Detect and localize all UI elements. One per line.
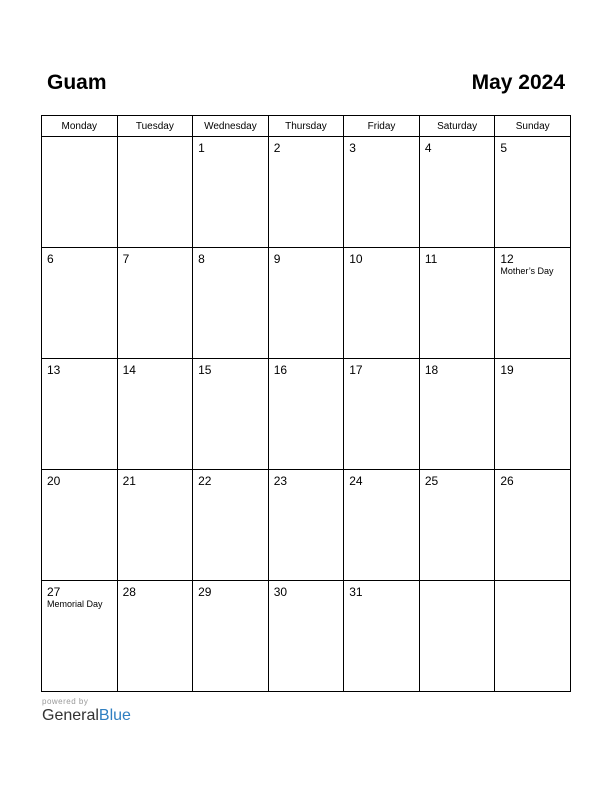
day-number: 9 (273, 252, 281, 266)
day-number: 20 (47, 474, 61, 488)
weekday-sunday: Sunday (495, 116, 571, 137)
day-number: 31 (349, 585, 363, 599)
day-number: 14 (122, 363, 136, 377)
day-number: 16 (273, 363, 288, 377)
day-number: 4 (424, 141, 432, 155)
day-cell (419, 137, 495, 248)
day-cell (495, 470, 571, 581)
day-number: 13 (47, 363, 61, 377)
footer-branding (42, 697, 131, 725)
day-cell (419, 470, 495, 581)
day-cell (419, 248, 495, 359)
day-number: 24 (349, 474, 363, 488)
day-cell (495, 137, 571, 248)
weekday-saturday: Saturday (419, 116, 495, 137)
weekday-monday: Monday (42, 116, 118, 137)
day-cell (344, 137, 420, 248)
day-number: 27 (47, 585, 61, 599)
weekday-header-row (42, 116, 571, 137)
day-cell (344, 470, 420, 581)
holiday-label: Mother’s Day (500, 266, 554, 276)
day-number: 19 (500, 363, 514, 377)
day-number: 23 (273, 474, 288, 488)
day-cell (193, 137, 269, 248)
calendar-header (0, 0, 612, 110)
day-cell (42, 248, 118, 359)
day-number: 25 (424, 474, 439, 488)
day-number: 7 (122, 252, 130, 266)
day-number: 29 (198, 585, 212, 599)
day-cell (495, 581, 571, 692)
day-number: 11 (424, 252, 438, 266)
day-cell (268, 248, 344, 359)
day-cell (117, 137, 193, 248)
day-number: 22 (198, 474, 212, 488)
week-row (42, 359, 571, 470)
day-cell (193, 581, 269, 692)
day-number: 28 (122, 585, 136, 599)
day-cell (117, 359, 193, 470)
holiday-label: Memorial Day (47, 599, 103, 609)
day-cell (117, 248, 193, 359)
brand-blue-text: Blue (98, 707, 131, 724)
weekday-wednesday: Wednesday (193, 116, 269, 137)
day-cell (419, 359, 495, 470)
week-row (42, 248, 571, 359)
day-number: 18 (424, 363, 439, 377)
day-cell (268, 359, 344, 470)
day-number: 10 (349, 252, 363, 266)
day-cell (42, 359, 118, 470)
week-row (42, 137, 571, 248)
day-number: 5 (500, 141, 508, 155)
day-number: 12 (500, 252, 514, 266)
day-cell (419, 581, 495, 692)
country-title: Guam (47, 71, 107, 94)
day-cell (268, 137, 344, 248)
day-number: 17 (349, 363, 363, 377)
weekday-thursday: Thursday (268, 116, 344, 137)
day-cell (193, 470, 269, 581)
day-cell (344, 248, 420, 359)
day-number: 30 (273, 585, 288, 599)
week-row (42, 581, 571, 692)
day-number: 21 (122, 474, 136, 488)
week-row (42, 470, 571, 581)
day-number: 15 (198, 363, 212, 377)
day-cell (193, 248, 269, 359)
day-cell (193, 359, 269, 470)
day-cell (344, 581, 420, 692)
day-cell (42, 470, 118, 581)
generalblue-logo (42, 707, 131, 725)
day-number: 26 (500, 474, 514, 488)
brand-general-text: General (42, 707, 99, 724)
powered-by-text: powered by (42, 697, 89, 706)
day-cell (495, 248, 571, 359)
calendar-grid (41, 115, 571, 692)
day-cell (268, 470, 344, 581)
day-cell (42, 137, 118, 248)
month-title: May 2024 (471, 71, 565, 94)
day-number: 3 (349, 141, 356, 155)
calendar-body (42, 137, 571, 692)
day-cell (268, 581, 344, 692)
day-cell (42, 581, 118, 692)
day-number: 2 (273, 141, 281, 155)
day-number: 1 (198, 141, 205, 155)
day-cell (117, 470, 193, 581)
weekday-tuesday: Tuesday (117, 116, 193, 137)
day-number: 8 (198, 252, 205, 266)
day-cell (117, 581, 193, 692)
day-number: 6 (47, 252, 54, 266)
day-cell (495, 359, 571, 470)
weekday-friday: Friday (344, 116, 420, 137)
day-cell (344, 359, 420, 470)
